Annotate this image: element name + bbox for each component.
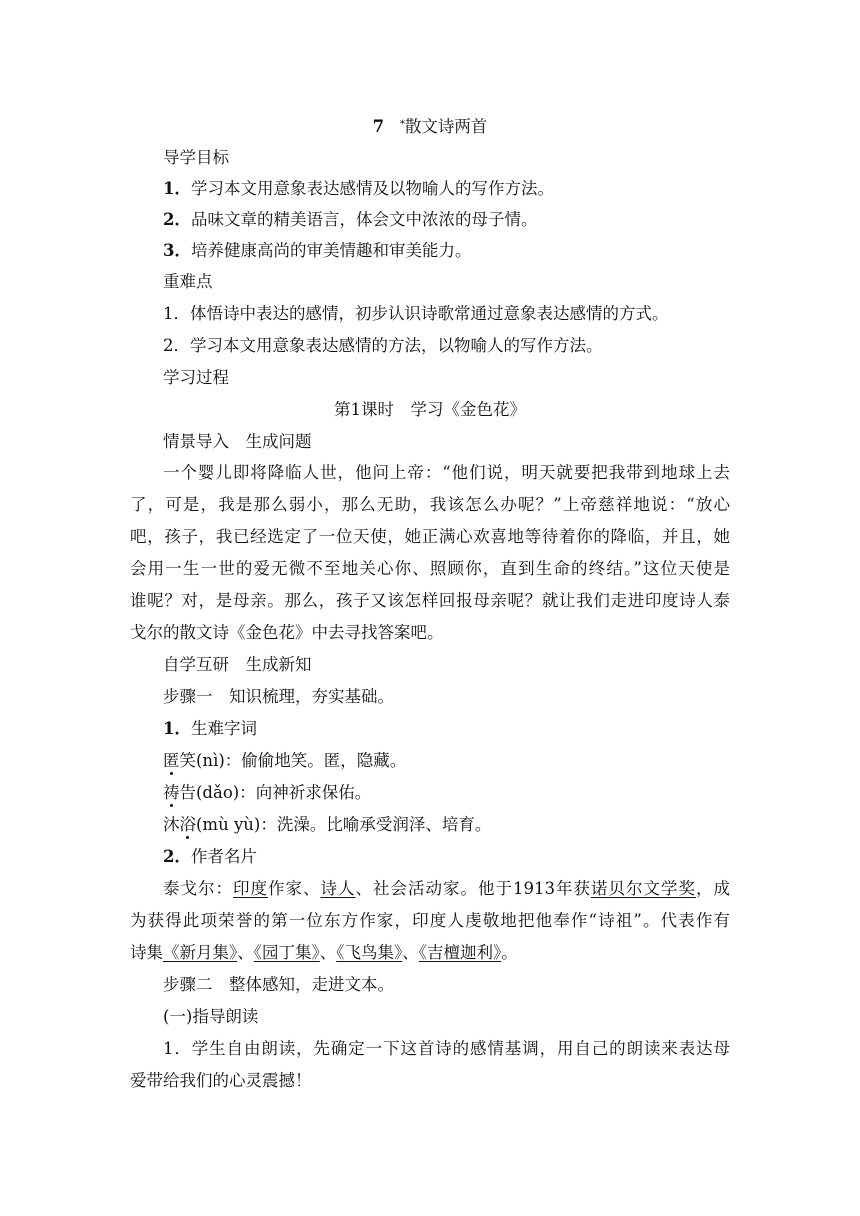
lesson-heading: 第1课时 学习《金色花》 [334,400,526,419]
heading-process: 学习过程 [163,368,229,387]
word-entry: 匿笑(nì)：偷偷地笑。匿，隐藏。 [163,751,407,770]
step-one: 步骤一 知识梳理，夯实基础。 [163,687,394,706]
objective-item: 2．品味文章的精美语言，体会文中浓浓的母子情。 [163,210,538,229]
reading-line: 1．学生自由朗读，先确定一下这首诗的感情基调，用自己的朗读来表达母 [163,1039,730,1058]
step-two: 步骤二 整体感知，走进文本。 [163,975,394,994]
intro-paragraph-line: 戈尔的散文诗《金色花》中去寻找答案吧。 [130,623,444,642]
heading-key-points: 重难点 [163,272,213,291]
author-heading: 2．作者名片 [163,847,257,866]
intro-paragraph-line: 吧，孩子，我已经选定了一位天使，她正满心欢喜地等待着你的降临，并且，她 [130,527,730,546]
word-entry: 沐浴(mù yù)：洗澡。比喻承受润泽、培育。 [163,815,492,834]
objective-item: 1．学习本文用意象表达感情及以物喻人的写作方法。 [163,179,554,198]
intro-paragraph-line: 了，可是，我是那么弱小，那么无助，我该怎么办呢？”上帝慈祥地说：“放心 [130,495,730,514]
key-point-item: 1．体悟诗中表达的感情，初步认识诗歌常通过意象表达感情的方式。 [163,304,669,323]
words-heading: 1．生难字词 [163,719,257,738]
objective-item: 3．培养健康高尚的审美情趣和审美能力。 [163,241,472,260]
intro-paragraph-line: 会用一生一世的爱无微不至地关心你、照顾你，直到生命的终结。”这位天使是 [130,559,730,578]
heading-intro: 情景导入 生成问题 [163,432,312,451]
author-paragraph-line: 诗集《新月集》、《园丁集》、《飞鸟集》、《吉檀迦利》。 [130,943,518,962]
intro-paragraph-line: 谁呢？对，是母亲。那么，孩子又该怎样回报母亲呢？就让我们走进印度诗人泰 [130,591,730,610]
author-paragraph-line: 为获得此项荣誉的第一位东方作家，印度人虔敬地把他奉作“诗祖”。代表作有 [130,911,730,930]
key-point-item: 2．学习本文用意象表达感情的方法，以物喻人的写作方法。 [163,336,603,355]
reading-line: 爱带给我们的心灵震撼！ [130,1071,312,1090]
heading-objectives: 导学目标 [163,148,229,167]
word-entry: 祷告(dǎo)：向神祈求保佑。 [163,783,372,802]
intro-paragraph-line: 一个婴儿即将降临人世，他问上帝：“他们说，明天就要把我带到地球上去 [163,463,730,482]
page-title: 7 *散文诗两首 [372,117,488,136]
author-paragraph-line: 泰戈尔：印度作家、诗人、社会活动家。他于1913年获诺贝尔文学奖，成 [163,879,730,898]
guide-heading: (一)指导朗读 [163,1007,259,1026]
heading-self-study: 自学互研 生成新知 [163,655,312,674]
